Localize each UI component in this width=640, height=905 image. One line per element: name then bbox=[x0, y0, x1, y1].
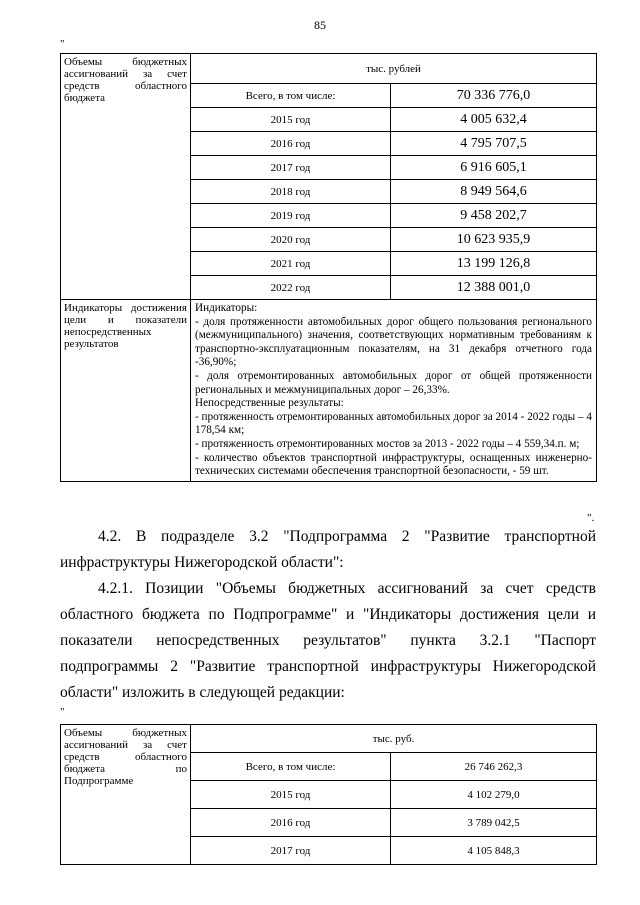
value-cell: 10 623 935,9 bbox=[391, 228, 597, 252]
value-cell: 8 949 564,6 bbox=[391, 180, 597, 204]
indicators-label: Индикаторы достижения цели и показатели непосредственных результатов bbox=[61, 300, 191, 482]
opening-quote: " bbox=[60, 38, 65, 50]
value-cell: 4 005 632,4 bbox=[391, 108, 597, 132]
result-item: - протяженность отремонтированных автомобильных дорог за 2014 - 2022 годы – 4 178,54 км; bbox=[195, 410, 592, 437]
value-cell: 9 458 202,7 bbox=[391, 204, 597, 228]
unit-label-2: тыс. руб. bbox=[191, 725, 597, 753]
value-cell: 4 102 279,0 bbox=[391, 781, 597, 809]
year-cell: 2017 год bbox=[191, 156, 391, 180]
year-cell: 2022 год bbox=[191, 276, 391, 300]
paragraph-4-2: 4.2. В подразделе 3.2 "Подпрограмма 2 "Развитие транспортной инфраструктуры Нижегородской области": bbox=[60, 528, 596, 571]
indicator-item: - доля отремонтированных автомобильных дорог от общей протяженности региональных и межмуниципальных дорог – 26,33%. bbox=[195, 369, 592, 396]
body-text bbox=[60, 524, 596, 706]
year-cell: 2021 год bbox=[191, 252, 391, 276]
budget-label-2: Объемы бюджетных ассигнований за счет средств областного бюджета по Подпрограмме bbox=[61, 725, 191, 865]
budget-table-2 bbox=[60, 724, 597, 865]
value-cell: 6 916 605,1 bbox=[391, 156, 597, 180]
indicators-heading: Индикаторы: bbox=[195, 302, 258, 314]
result-item: - протяженность отремонтированных мостов за 2013 - 2022 годы – 4 559,34.п. м; bbox=[195, 437, 580, 450]
budget-label-1: Объемы бюджетных ассигнований за счет средств областного бюджета bbox=[61, 54, 191, 300]
value-cell: 4 105 848,3 bbox=[391, 837, 597, 865]
results-heading: Непосредственные результаты: bbox=[195, 397, 344, 410]
year-cell: 2018 год bbox=[191, 180, 391, 204]
closing-quote: ". bbox=[587, 512, 595, 524]
year-cell: Всего, в том числе: bbox=[191, 753, 391, 781]
year-cell: 2019 год bbox=[191, 204, 391, 228]
value-cell: 3 789 042,5 bbox=[391, 809, 597, 837]
value-cell: 26 746 262,3 bbox=[391, 753, 597, 781]
year-cell: 2020 год bbox=[191, 228, 391, 252]
year-cell: 2017 год bbox=[191, 837, 391, 865]
page-number: 85 bbox=[314, 18, 326, 32]
year-cell: 2016 год bbox=[191, 809, 391, 837]
result-item: - количество объектов транспортной инфраструктуры, оснащенных инженерно-технических системами обеспечения транспортной безопасности, - 59 шт. bbox=[195, 451, 592, 478]
year-cell: 2016 год bbox=[191, 132, 391, 156]
value-cell: 70 336 776,0 bbox=[391, 84, 597, 108]
indicators-content bbox=[191, 300, 597, 482]
indicator-item: - доля протяженности автомобильных дорог общего пользования регионального (межмуниципального) значения, соответствующих нормативным требованиям к транспортно-эксплуатационным показателям, на 31 декабря отчетного года -36,90%; bbox=[195, 315, 592, 369]
year-cell: 2015 год bbox=[191, 781, 391, 809]
opening-quote-2: " bbox=[60, 706, 65, 718]
value-cell: 13 199 126,8 bbox=[391, 252, 597, 276]
value-cell: 12 388 001,0 bbox=[391, 276, 597, 300]
paragraph-4-2-1: 4.2.1. Позиции "Объемы бюджетных ассигнований за счет средств областного бюджета по Подпрограмме" и "Индикаторы достижения цели и показатели непосредственных результатов" пункта 3.2.1 "Паспорт подпрограммы 2 "Развитие транспортной инфраструктуры Нижегородской области" изложить в следующей редакции: bbox=[60, 580, 596, 701]
value-cell: 4 795 707,5 bbox=[391, 132, 597, 156]
budget-table-1 bbox=[60, 53, 597, 482]
year-cell: 2015 год bbox=[191, 108, 391, 132]
year-cell: Всего, в том числе: bbox=[191, 84, 391, 108]
unit-label-1: тыс. рублей bbox=[191, 54, 597, 84]
